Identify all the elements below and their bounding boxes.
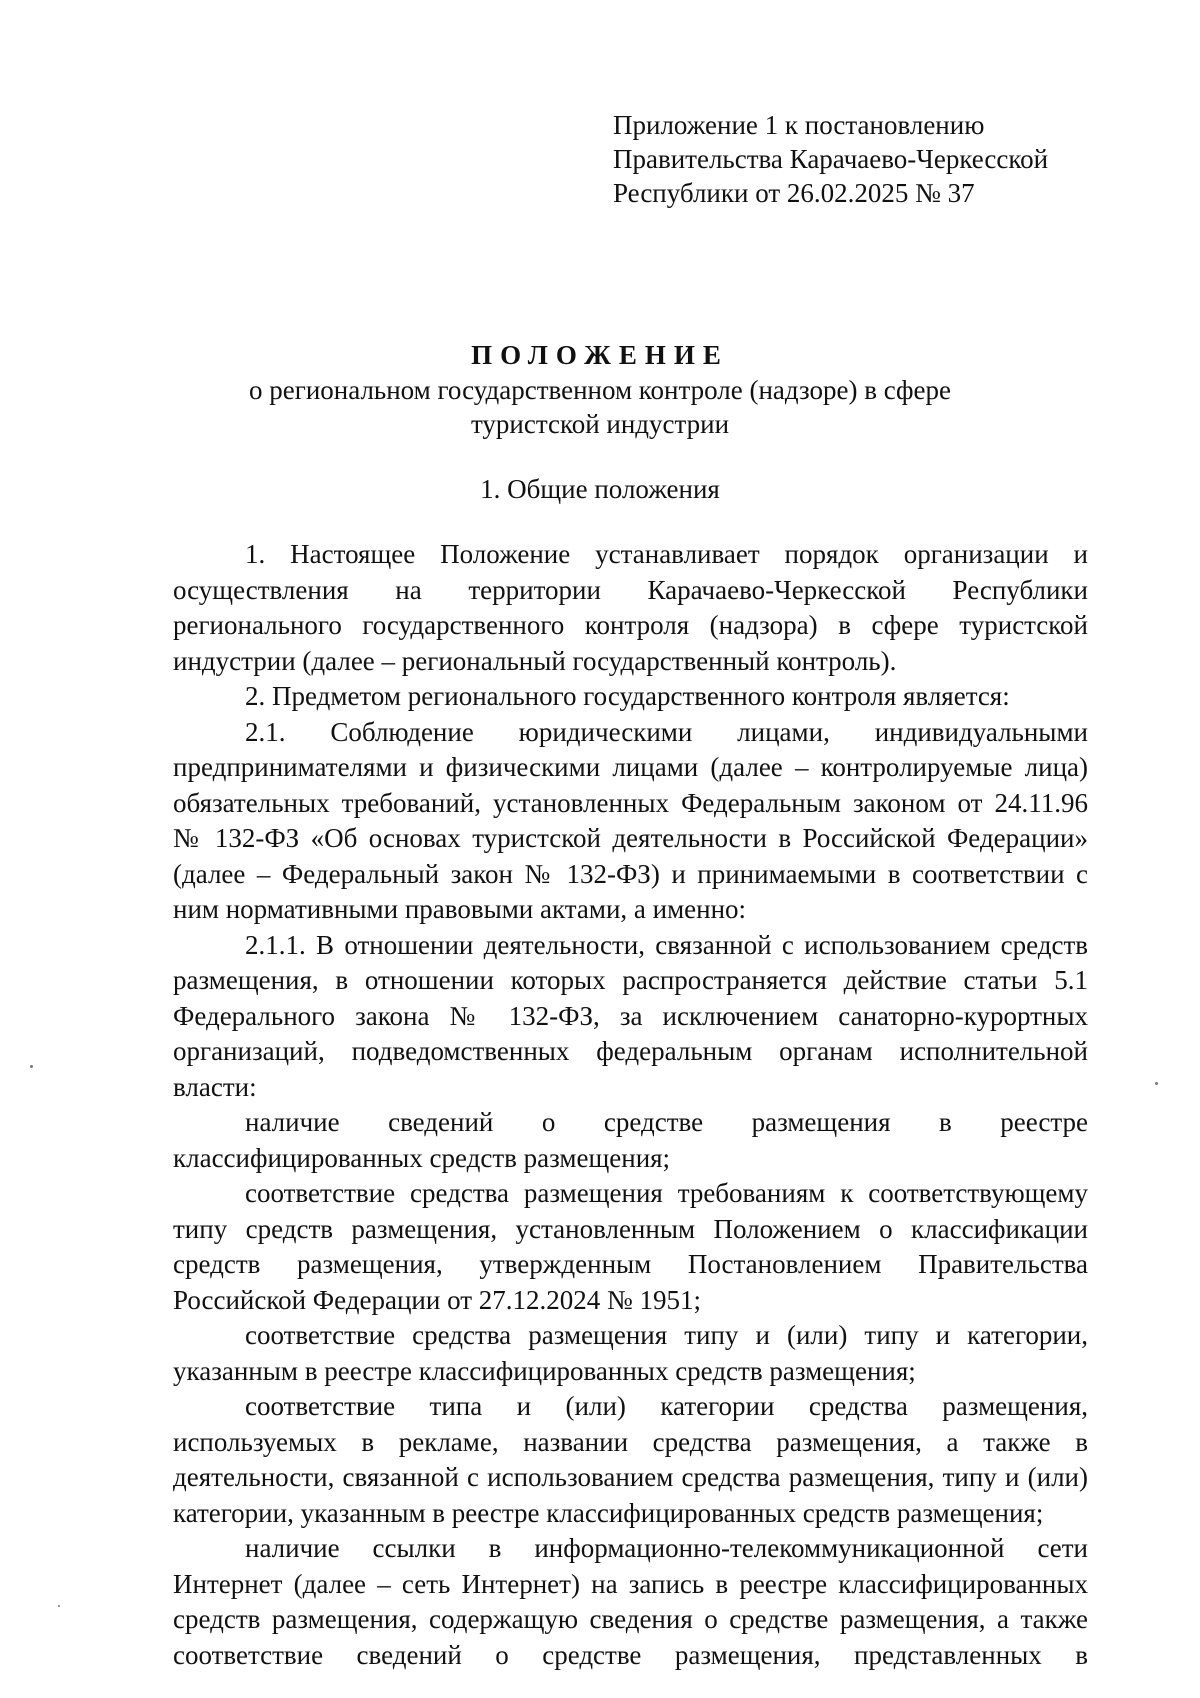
paragraph: 2.1.1. В отношении деятельности, связанной с использованием средств размещения, в отношении которых распространяется действие статьи 5.1 Федерального закона № 132-ФЗ, за исключением санаторно-курортных организаций, подведомственных федеральным органам исполнительной власти: [173,929,1088,1102]
document-subtitle [0,373,1200,441]
document-subtitle-line: туристской индустрии [470,409,730,439]
scan-speck [1155,1082,1158,1085]
paragraph: наличие ссылки в информационно-телекоммуникационной сети Интернет (далее – сеть Интернет) на запись в реестре классифицированных средств размещения, содержащую сведения о средстве размещения, а также соответствие сведений о средстве размещения, представленных в [173,1533,1088,1670]
document-subtitle-line: о региональном государственном контроле (надзоре) в сфере [249,375,951,405]
section-heading: 1. Общие положения [480,474,720,504]
paragraph: соответствие типа и (или) категории средства размещения, используемых в рекламе, названии средства размещения, а также в деятельности, связанной с использованием средства размещения, типу и (или) категории, указанным в реестре классифицированных средств размещения; [173,1391,1088,1528]
document-body [173,537,1088,1673]
paragraph: соответствие средства размещения типу и (или) типу и категории, указанным в реестре классифицированных средств размещения; [173,1320,1088,1386]
approval-header-line: Приложение 1 к постановлению [613,110,985,140]
document-title: ПОЛОЖЕНИЕ [471,340,729,370]
paragraph: 2.1. Соблюдение юридическими лицами, индивидуальными предпринимателями и физическими лицами (далее – контролируемые лица) обязательных требований, установленных Федеральным законом от 24.11.96 № 132-ФЗ «Об основах туристской деятельности в Российской Федерации» (далее – Федеральный закон № 132-ФЗ) и принимаемыми в соответствии с ним нормативными правовыми актами, а именно: [173,716,1088,924]
paragraph: наличие сведений о средстве размещения в реестре классифицированных средств размещения; [173,1107,1088,1173]
approval-header-line: Республики от 26.02.2025 № 37 [613,178,975,208]
scan-speck [30,1065,33,1068]
paragraph: 2. Предметом регионального государственного контроля является: [245,681,1010,711]
paragraph: 1. Настоящее Положение устанавливает порядок организации и осуществления на территории Карачаево-Черкесской Республики регионального государственного контроля (надзора) в сфере туристской индустрии (далее – региональный государственный контроль). [173,539,1088,676]
paragraph: соответствие средства размещения требованиям к соответствующему типу средств размещения, установленным Положением о классификации средств размещения, утвержденным Постановлением Правительства Российской Федерации от 27.12.2024 № 1951; [173,1178,1088,1315]
approval-header-line: Правительства Карачаево-Черкесской [613,144,1049,174]
scan-speck [58,1605,60,1607]
approval-header [613,108,1133,210]
